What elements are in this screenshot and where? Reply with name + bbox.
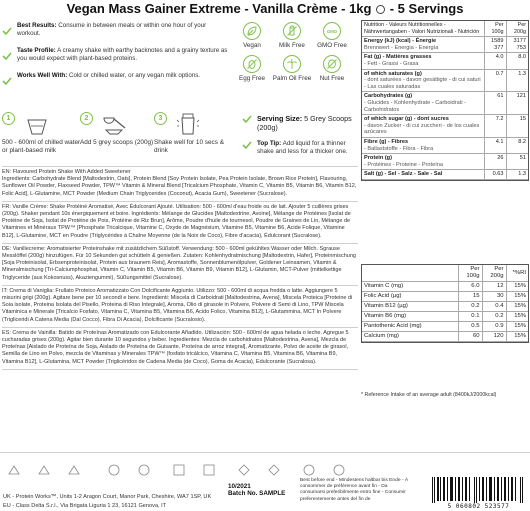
nutrient-value-200g: 121 [506, 92, 528, 115]
vitamin-value-100g: 0.2 [458, 302, 482, 312]
benefit-text: Consume in between meals or within one hour of your workout. [17, 22, 207, 37]
vitamin-value-100g: 60 [458, 332, 482, 342]
nutrition-col-200g: Per 200g [506, 21, 528, 37]
vitamin-ri: 15% [506, 312, 528, 322]
nutrient-name: Carbohydrates (g) [364, 93, 413, 100]
nutrition-col-100g: Per 100g [484, 21, 506, 37]
nutrient-name: of which saturates (g) [364, 70, 422, 77]
step-text: Shake well for 10 secs & drink [154, 139, 224, 154]
lang-it: IT: Crema di Vaniglia: Frullato Proteico Aromatizzato Con Dolcificante Aggiunto. Utilizzo: 500 - 600ml di acqua fredda o latte. Aggiungere 5 misurini grigi (200g). Agitare bene per 10 secondi e bere. Ingredienti: Miscela di Carboidrati [Maltodestrina, Avena], Miscela Proteica [Proteine di Soia isolate, Proteina Isolata del Pisello, Proteina di Riso Integrale], Aroma, Olio di girasole in Polvere, Polvere di Semi di Lino, TPW Miscela Vitaminica e Minerale [Tricalcio Fosfato, Vitamina C, Vitamina B5, Vitamina B6, Acido Folico, Vitamina B12], L-Glutammina, MCT In Polvere (Trigliceridi A Catena Media (Dal Cocco), Fibra Di Acacia), Dolcificante (Sucralosio). [2, 285, 358, 327]
nutrient-value-100g: 26 [484, 154, 506, 170]
nutrition-header: Nutrition - Valeurs Nutritionnelles - Nährwertangaben - Valori Nutrizionali - Nutrición [362, 21, 484, 37]
step-text: Add 5 grey scoops (200g) [80, 139, 154, 146]
vitamin-row [362, 302, 528, 312]
diet-label: Egg Free [239, 75, 265, 82]
nutrition-row [362, 170, 528, 180]
nutrient-value-100g: 4.0 [484, 53, 506, 69]
vitamin-value-100g: 0.5 [458, 322, 482, 332]
language-blocks [2, 166, 358, 370]
vitamin-name: Calcium (mg) [362, 332, 458, 342]
lang-de: DE: Vanillecreme: Aromatisierter Proteinshake mit zusätzlichem Süßstoff. Verwendung: 500 - 600ml gekühltes Wasser oder Milch. Sgrause Messlöffel (200g) hinzufügen. Für 10 Sekunden gut schütteln & genießen. Zutaten: Kohlenhydratmischung [Maltodextrin, Hafer], Proteinmischung [Soja Proteinisolat, Erbsenproteinisolat, Protein aus braunem Reis], Aromastoffe, Sonnenblumenölpulver, Goldener Leinsamen, Vitamin & Mineralmischung [Tri-Calciumphosphat, Vitamin C, Vitamin B5, Vitamin B6, Vitamin B9, Vitamin B12], L-Glutamin, MCT-Pulver (mittelkettige Triglyceride (aus Kokosnuss), Akaziengummi), Süßungsmittel (Sucralose). [2, 243, 358, 285]
serving-info [242, 114, 362, 164]
check-icon [242, 114, 252, 124]
vitamin-value-200g: 0.9 [482, 322, 506, 332]
nutrition-row [362, 53, 528, 69]
step-number: 2 [80, 112, 93, 125]
nutrition-row [362, 137, 528, 153]
vitamin-value-200g: 120 [482, 332, 506, 342]
step-number: 1 [2, 112, 15, 125]
vitamin-col-100g: Per 100g [458, 265, 482, 282]
vitamin-row [362, 322, 528, 332]
diet-label: Vegan [243, 42, 261, 49]
uk-address: UK - Protein Works™, Units 1-2 Aragon Court, Manor Park, Cheshire, WA7 1SP, UK [3, 494, 212, 500]
svg-text:GMO: GMO [326, 29, 338, 34]
nutrition-row [362, 92, 528, 115]
vegan-leaf-icon [243, 22, 261, 40]
step-text: 500 - 600ml of chilled water or plant-based milk [2, 139, 81, 154]
vitamin-value-200g: 0.2 [482, 312, 506, 322]
tip-label: Top Tip: [257, 140, 282, 147]
nutrition-row [362, 69, 528, 92]
benefits-list [2, 22, 230, 92]
batch-info [228, 483, 298, 497]
eu-address: EU - Class Delta S.r.l., Via Brigata Liguria 1 23, 16121 Genova, IT [3, 503, 167, 509]
nutrient-sub: - davon Zucker - di cui zuccheri - de los cuales azúcares [364, 122, 480, 136]
milk-free-icon [283, 22, 301, 40]
vitamin-name: Vitamin B12 (µg) [362, 302, 458, 312]
nutrient-sub: - Ballaststoffe - Fibra - Fibra [364, 145, 434, 152]
nutrient-value-200g: 15 [506, 115, 528, 138]
nutrient-value-200g: 1.3 [506, 69, 528, 92]
check-icon [2, 23, 12, 33]
en-flavour: EN: Flavoured Protein Shake With Added Sweetener [2, 169, 131, 175]
nutrient-sub: - Glucides - Kohlenhydrate - Carboidrati - Carbohidratos [364, 99, 466, 113]
nutrient-sub: Brennwert - Energia - Energía [364, 44, 439, 51]
nutrient-value-100g: 4.1 [484, 137, 506, 153]
serving-text: 5 Grey Scoops (200g) [257, 114, 352, 132]
vitamin-ri: 15% [506, 292, 528, 302]
vitamin-row [362, 282, 528, 292]
nutrient-sub: - Protéines - Proteine - Proteína [364, 161, 443, 168]
batch-number: Batch No. SAMPLE [228, 490, 286, 497]
barcode-icon [430, 477, 527, 503]
weight-mark-icon [376, 5, 385, 14]
nutrient-value-100g: 61 [484, 92, 506, 115]
nutrient-value-100g: 0.7 [484, 69, 506, 92]
barcode-number: 5 060802 523577 [447, 503, 510, 510]
lang-fr: FR: Vanille Crème: Shake Protéiné Aromatisé, Avec Édulcorant Ajouté. Utilisation: 500 - 600ml d'eau froide ou de lait. Ajouter 5 cuillères grises (200g). Shaker pendant 10s énergiquement et boire. Ingrédients: Mélange de Glucides [Maltodextrine, Avoine], Mélange de Protéines [Isolat de Protéine de Soja, Isolat de Protéine de Pois, Protéine de Riz Brun], Arôme, Poudre d'huile de tournesol, Poudre de Graines de Lin, Mélange de Vitamines et Minéraux TPW™ [Phosphate Tricalcique, Vitamine C, Oxyde de Magnésium, Vitamine B5, Vitamine B6, Acide Folique, Vitamine B12], L-Glutamine, MCT en Poudre (Triglycérides à Chaîne Moyenne (de la Noix de Coco), Fibre d'acacia), Édulcorant (Sucralose). [2, 201, 358, 243]
product-title-main: Vegan Mass Gainer Extreme - Vanilla Crème - 1kg [66, 1, 372, 16]
vitamin-table [361, 264, 529, 343]
diet-label: GMO Free [317, 42, 347, 49]
nutrient-value-200g: 51 [506, 154, 528, 170]
nutrient-value-200g: 3177 753 [506, 37, 528, 53]
nutrient-value-200g: 8.0 [506, 53, 528, 69]
vitamin-ri: 15% [506, 302, 528, 312]
palm-oil-free-icon [283, 55, 301, 73]
reference-intake-note: * Reference Intake of an average adult (8400kJ/2000kcal) [361, 392, 497, 398]
vitamin-value-200g: 30 [482, 292, 506, 302]
nutrition-table [361, 20, 529, 181]
footer-divider [0, 452, 530, 453]
vitamin-header-row [362, 265, 528, 282]
preparation-steps [2, 112, 358, 162]
serving-label: Serving Size: [257, 114, 303, 123]
diet-label: Nut Free [319, 75, 345, 82]
bottle-pour-icon [22, 112, 50, 136]
vitamin-name: Vitamin B6 (mg) [362, 312, 458, 322]
vitamin-value-100g: 0.1 [458, 312, 482, 322]
step-1 [2, 112, 81, 154]
nutrition-header-row [362, 21, 528, 37]
vitamin-name: Pantothenic Acid (mg) [362, 322, 458, 332]
product-title [0, 1, 530, 16]
benefit-text: A creamy shake with earthy backnotes and a grainy texture as you would expect with plant-based proteins. [17, 47, 228, 62]
diet-badge [312, 22, 352, 49]
vitamin-col-200g: Per 200g [482, 265, 506, 282]
diet-icons [232, 22, 354, 82]
diet-badge [232, 22, 272, 49]
nutrition-row [362, 37, 528, 53]
nutrient-value-200g: 8.2 [506, 137, 528, 153]
vitamin-value-200g: 12 [482, 282, 506, 292]
nutrient-name: of which sugar (g) - dont sucres [364, 116, 449, 123]
check-icon [2, 73, 12, 83]
nutrient-sub: - Fett - Grassi - Grasa [364, 60, 419, 67]
lang-en [2, 166, 358, 201]
egg-free-icon [243, 55, 261, 73]
diet-label: Palm Oil Free [272, 75, 312, 82]
product-title-servings: - 5 Servings [389, 1, 464, 16]
nutrient-value-200g: 1.3 [506, 170, 528, 180]
nutrient-value-100g: 1589 377 [484, 37, 506, 53]
gmo-free-icon [323, 22, 341, 40]
benefit-item [2, 47, 230, 63]
benefit-item [2, 72, 230, 83]
vitamin-ri: 15% [506, 282, 528, 292]
nutrient-name: Salt (g) - Sel - Salz - Sale - Sal [364, 171, 443, 178]
vitamin-ri: 15% [506, 322, 528, 332]
vitamin-value-200g: 0.4 [482, 302, 506, 312]
vitamin-name: Folic Acid (µg) [362, 292, 458, 302]
step-2 [80, 112, 154, 146]
benefit-label: Taste Profile: [17, 47, 56, 54]
check-icon [2, 48, 12, 58]
nutrient-name: Fibre (g) - Fibres [364, 138, 409, 145]
scoop-icon [100, 112, 128, 136]
benefit-text: Cold or chilled water, or any vegan milk options. [68, 72, 201, 79]
vitamin-ri: 15% [506, 332, 528, 342]
benefit-label: Works Well With: [17, 72, 68, 79]
divider [2, 369, 358, 370]
nutrient-sub: - dont saturées - davon gesättigte - di cui saturi - Las cuales saturadas [364, 77, 481, 90]
best-before-text: Best before end - Mindestens haltbar bis Ende - À consommer de préférence avant fin - Da consumarsi preferibilmente entro fine - Consumir preferentemente antes del fin de [300, 478, 409, 502]
batch-date: 10/2021 [228, 483, 251, 490]
recycle-icon [9, 465, 344, 475]
nutrient-name: Fat (g) - Matières grasses [364, 54, 432, 61]
shaker-icon [174, 112, 202, 136]
nutrition-row [362, 154, 528, 170]
diet-label: Milk Free [279, 42, 305, 49]
en-ingredients: Ingredients: Carbohydrate Blend [Maltodextrin, Oats], Protein Blend [Soy Protein Isolate, Pea Protein Isolate, Brown Rice Protein], Flavouring, Sunflower Oil Powder, Flaxseed Powder, TPW™ Vitamin & Mineral Blend [Tricalcium Phosphate, Vitamin C, Vitamin B5, Vitamin B6, Vitamin B12, Folic Acid], L-Glutamine, MCT Powder (Medium Chain Triglycerides (Coconut), Acacia Gum), Sweetener (Sucralose). [2, 176, 357, 197]
diet-badge [232, 55, 272, 82]
nutrient-name: Protein (g) [364, 155, 392, 162]
vitamin-name: Vitamin C (mg) [362, 282, 458, 292]
vitamin-value-100g: 15 [458, 292, 482, 302]
step-number: 3 [154, 112, 167, 125]
nutrient-value-100g: 7.2 [484, 115, 506, 138]
nutrient-value-100g: 0.63 [484, 170, 506, 180]
diet-badge [312, 55, 352, 82]
step-3 [154, 112, 224, 154]
serving-size [242, 114, 362, 132]
nutrition-row [362, 115, 528, 138]
vitamin-row [362, 292, 528, 302]
vitamin-col-ri: *%RI [506, 265, 528, 282]
lang-es: ES: Crema de Vainilla: Batido de Proteínas Aromatizado con Edulcorante Añadido. Utilización: 500 - 600ml de agua helada o leche. Agregue 5 cucharadas grises (200g). Agitar bien durante 10 segundos y beber. Ingredientes: Mezcla de carbohidratos [Maltodextrina, Avena], Mezcla de Proteínas [Aislado de Proteína de Soja, Aislado de Proteína de Guisante, Proteína de arroz integral], Aromatizante, Polvo de aceite de girasol, Semilla de Lino en Polvo, mezcla de Vitaminas y Minerales TPW™ (fosfato tricálcico, Vitamina C, Vitamina B5, Vitamina B6, Vitamina B9, Vitamina B12], L-Glutamina, MCT Powder (Triglicéridos de Cadena Media (de Coco), Goma de Acacia), Edulcorante (Sucralosa). [2, 327, 358, 369]
vitamin-row [362, 312, 528, 322]
check-icon [242, 140, 252, 150]
diet-badge [272, 55, 312, 82]
diet-badge [272, 22, 312, 49]
benefit-item [2, 22, 230, 38]
nutrient-name: Energy (kJ) (kcal) - Énergie [364, 38, 437, 45]
tip-text: Add liquid for a thinner shake and less for a thicker one. [257, 140, 348, 155]
vitamin-row [362, 332, 528, 342]
benefit-label: Best Results: [17, 22, 57, 29]
vitamin-value-100g: 6.0 [458, 282, 482, 292]
nut-free-icon [323, 55, 341, 73]
top-tip [242, 140, 362, 156]
